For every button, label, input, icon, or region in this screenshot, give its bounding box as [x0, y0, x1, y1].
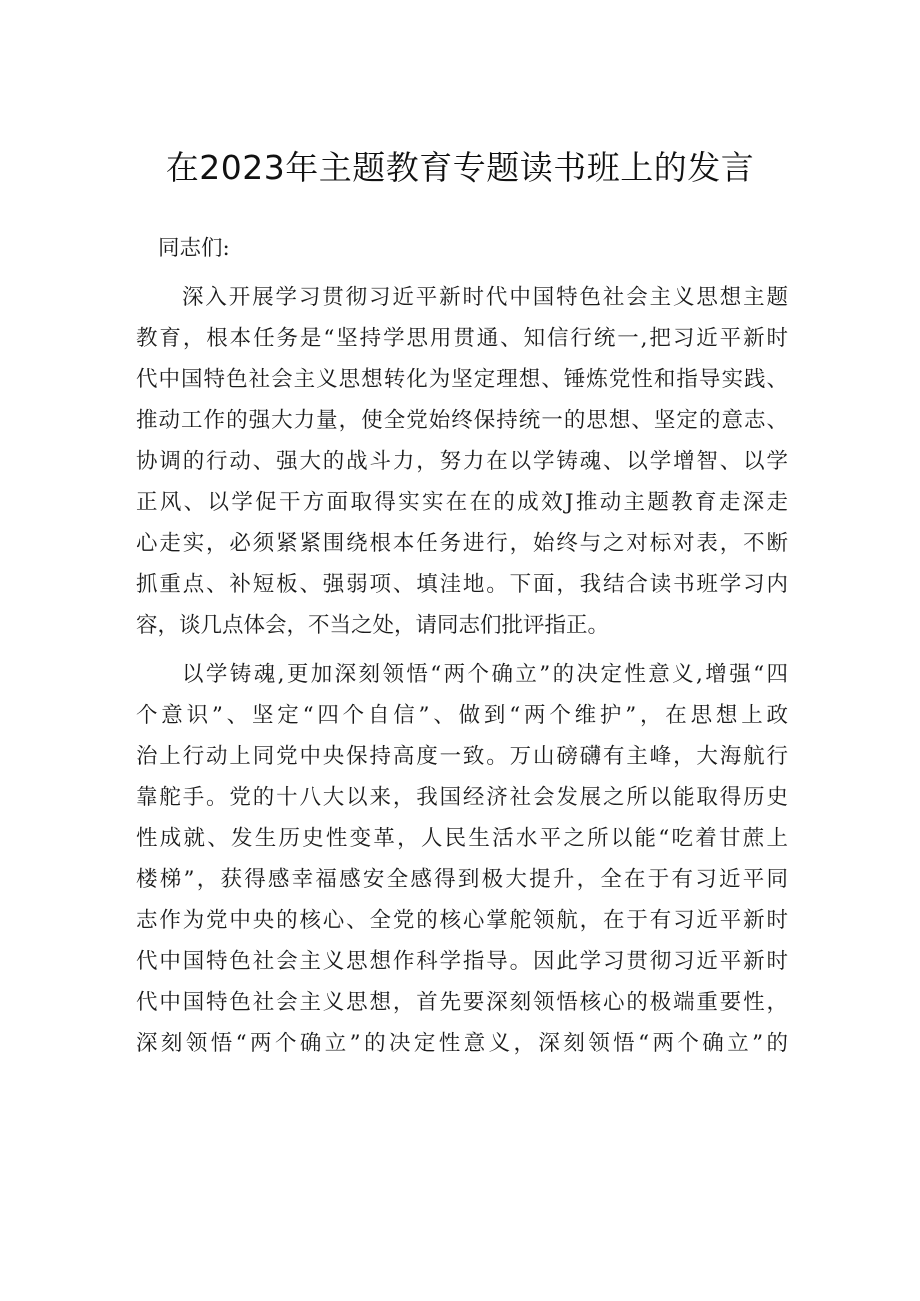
paragraph-line: 推动工作的强大力量，使全党始终保持统一的思想、坚定的意志、 [136, 408, 788, 433]
paragraph-line: 代中国特色社会主义思想，首先要深刻领悟核心的极端重要性， [136, 990, 788, 1015]
paragraph-line: 志作为党中央的核心、全党的核心掌舵领航，在于有习近平新时 [136, 908, 788, 933]
paragraph-line: 深入开展学习贯彻习近平新时代中国特色社会主义思想主题 [182, 285, 788, 310]
paragraph-line: 楼梯”，获得感幸福感安全感得到极大提升，全在于有习近平同 [136, 867, 788, 892]
paragraph-line: 代中国特色社会主义思想转化为坚定理想、锤炼党性和指导实践、 [136, 367, 788, 392]
paragraph-line: 容，谈几点体会，不当之处，请同志们批评指正。 [136, 613, 610, 638]
paragraph-line: 治上行动上同党中央保持高度一致。万山磅礴有主峰，大海航行 [136, 744, 788, 769]
paragraph-line: 深刻领悟“两个确立”的决定性意义，深刻领悟“两个确立”的 [136, 1031, 788, 1056]
paragraph-1 [136, 277, 788, 646]
paragraph-line: 心走实，必须紧紧围绕根本任务进行，始终与之对标对表，不断 [136, 531, 788, 556]
paragraph-line: 靠舵手。党的十八大以来，我国经济社会发展之所以能取得历史 [136, 785, 788, 810]
document-title: 在2023年主题教育专题读书班上的发言 [165, 148, 755, 187]
salutation: 同志们: [158, 236, 230, 261]
paragraph-line: 以学铸魂,更加深刻领悟“两个确立”的决定性意义,增强“四 [182, 662, 788, 687]
paragraph-line: 协调的行动、强大的战斗力，努力在以学铸魂、以学增智、以学 [136, 449, 788, 474]
paragraph-line: 抓重点、补短板、强弱项、填洼地。下面，我结合读书班学习内 [136, 572, 788, 597]
paragraph-line: 个意识”、坚定“四个自信”、做到“两个维护”，在思想上政 [136, 703, 788, 728]
paragraph-line: 教育，根本任务是“坚持学思用贯通、知信行统一,把习近平新时 [136, 326, 788, 351]
document-body [136, 228, 788, 1064]
paragraph-line: 性成就、发生历史性变革，人民生活水平之所以能“吃着甘蔗上 [136, 826, 788, 851]
paragraph-line: 正风、以学促干方面取得实实在在的成效J推动主题教育走深走 [136, 490, 788, 515]
paragraph-2 [136, 654, 788, 1064]
paragraph-line: 代中国特色社会主义思想作科学指导。因此学习贯彻习近平新时 [136, 949, 788, 974]
